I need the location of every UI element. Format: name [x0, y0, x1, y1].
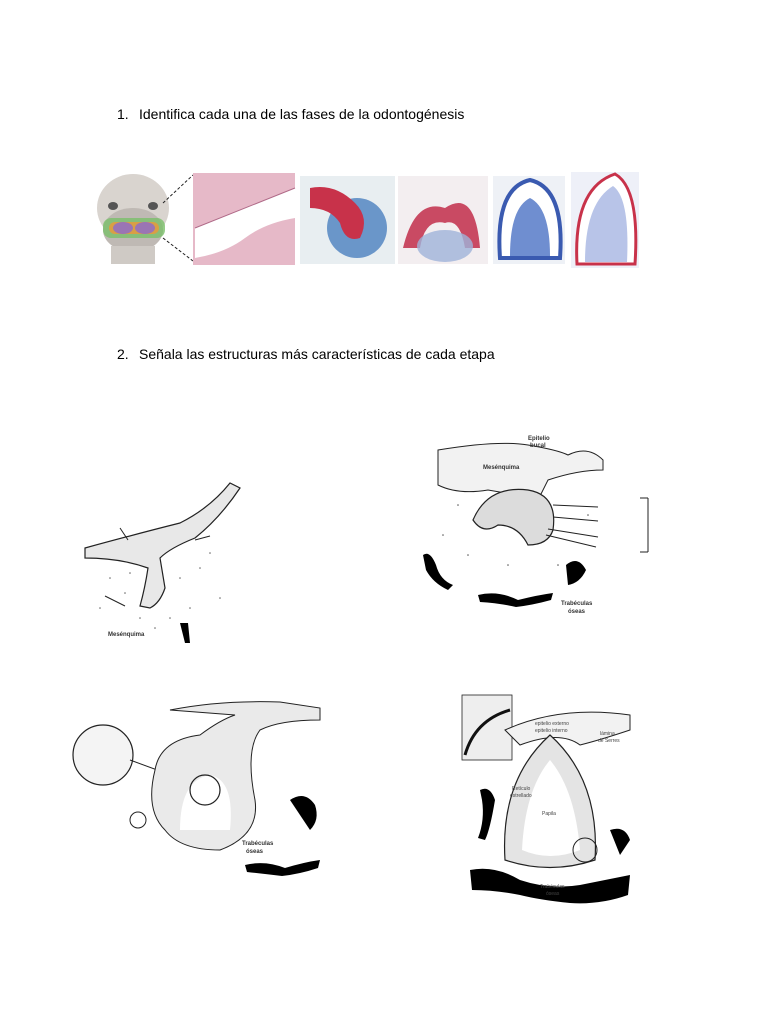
label-epitelio-externo: epitelio externo	[535, 721, 569, 727]
label-bucal: bucal	[530, 443, 546, 449]
label-de-serres: de Serres	[598, 738, 620, 744]
label-epitelio-interno: epitelio interno	[535, 728, 568, 734]
question-number: 2.	[117, 346, 129, 362]
label-trabeculas-3: Trabéculas	[540, 884, 565, 890]
label-trabeculas: Trabéculas	[561, 601, 593, 607]
label-mesenquima-2: Mesénquima	[483, 465, 520, 471]
label-oseas-2: óseas	[246, 849, 264, 855]
question-2	[117, 346, 495, 362]
stage-5-section	[571, 172, 639, 268]
stage-4-section	[493, 176, 565, 264]
label-estrellado: estrellado	[510, 793, 532, 799]
stage-1-section	[193, 173, 295, 265]
label-oseas-3: óseas	[546, 891, 560, 897]
label-trabeculas-2: Trabéculas	[242, 841, 274, 847]
label-mesenquima: Mesénquima	[108, 632, 145, 638]
label-papila: Papila	[542, 811, 556, 817]
stage-3-section	[398, 176, 488, 264]
question-number: 1.	[117, 106, 129, 122]
question-text: Identifica cada una de las fases de la odontogénesis	[139, 106, 465, 122]
diagram-bell-late	[460, 690, 638, 908]
question-1	[117, 106, 464, 122]
diagram-bell-early	[70, 690, 335, 880]
histology-strip	[95, 168, 640, 268]
diagram-cap-stage	[418, 425, 653, 620]
label-epitelio: Epitelio	[528, 436, 550, 442]
stage-2-section	[300, 176, 395, 264]
label-oseas: óseas	[568, 609, 586, 615]
embryo-image	[97, 174, 169, 264]
label-lamina: lámina	[600, 731, 615, 737]
label-reticulo: Retículo	[512, 786, 531, 792]
question-text: Señala las estructuras más características de cada etapa	[139, 346, 495, 362]
diagram-bud-stage	[80, 478, 245, 643]
